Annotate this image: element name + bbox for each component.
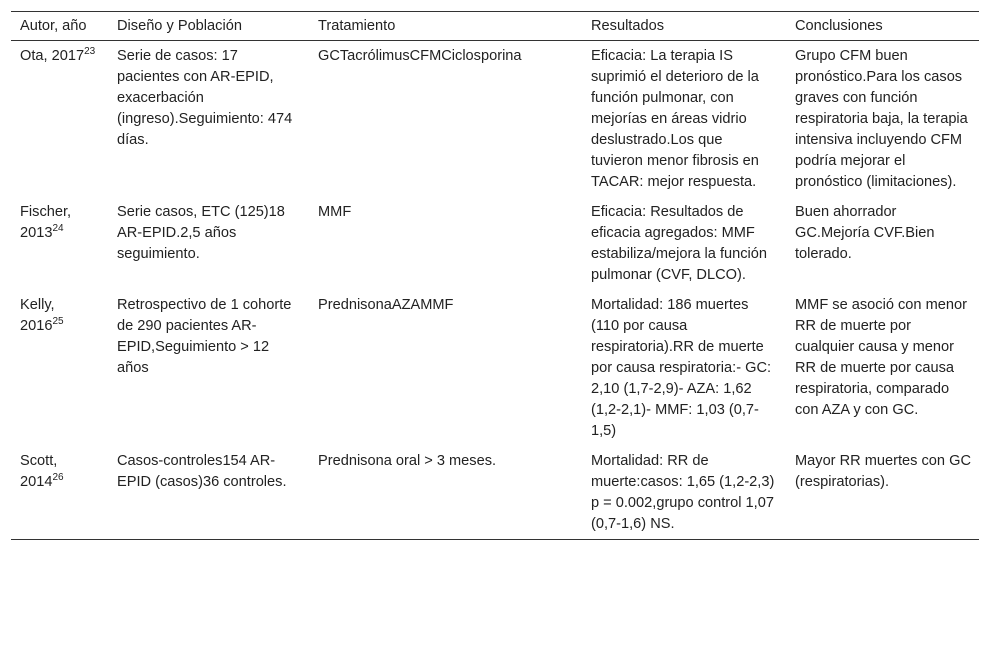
cell-design: Casos-controles154 AR-EPID (casos)36 controles. (117, 453, 287, 490)
author-name: Kelly, 2016 (20, 297, 55, 334)
header-conclusions: Conclusiones (795, 18, 883, 34)
evidence-table (11, 11, 979, 540)
reference-number: 26 (52, 472, 64, 484)
cell-results: Eficacia: Resultados de eficacia agregados: MMF estabiliza/mejora la función pulmonar (CVF, DLCO). (591, 204, 768, 283)
cell-treatment: MMF (318, 204, 352, 220)
author-name: Scott, 2014 (20, 453, 58, 490)
table-row (11, 41, 979, 198)
cell-conclusions: Grupo CFM buen pronóstico.Para los casos graves con función respiratoria baja, la terapia intensiva incluyendo CFM podría mejorar el pronóstico (limitaciones). (795, 48, 968, 190)
cell-design: Retrospectivo de 1 cohorte de 290 pacientes AR-EPID,Seguimiento > 12 años (117, 297, 292, 376)
cell-treatment: PrednisonaAZAMMF (318, 297, 454, 313)
cell-results: Mortalidad: 186 muertes (110 por causa respiratoria).RR de muerte por causa respiratoria:- GC: 2,10 (1,7-2,9)- AZA: 1,62 (1,2-2,1)- MMF: 1,03 (0,7-1,5) (591, 297, 772, 439)
author-name: Fischer, 2013 (20, 204, 72, 241)
cell-treatment: Prednisona oral > 3 meses. (318, 453, 497, 469)
cell-conclusions: MMF se asoció con menor RR de muerte por cualquier causa y menor RR de muerte por causa respiratoria, comparado con AZA y con GC. (795, 297, 967, 418)
cell-author (11, 41, 108, 198)
reference-number: 25 (52, 316, 64, 328)
cell-design: Serie de casos: 17 pacientes con AR-EPID, exacerbación (ingreso).Seguimiento: 474 días. (117, 48, 293, 148)
table-row (11, 446, 979, 540)
cell-results: Eficacia: La terapia IS suprimió el deterioro de la función pulmonar, con mejorías en áreas vidrio deslustrado.Los que tuvieron menor fibrosis en TACAR: mejor respuesta. (591, 48, 759, 190)
header-author: Autor, año (20, 18, 87, 34)
reference-number: 23 (84, 46, 96, 58)
reference-number: 24 (52, 223, 64, 235)
cell-results: Mortalidad: RR de muerte:casos: 1,65 (1,2-2,3) p = 0.002,grupo control 1,07 (0,7-1,6) NS. (591, 453, 775, 532)
cell-treatment: GCTacrólimusCFMCiclosporina (318, 48, 522, 64)
cell-conclusions: Mayor RR muertes con GC (respiratorias). (795, 453, 971, 490)
cell-author (11, 197, 108, 290)
header-results: Resultados (591, 18, 665, 34)
header-treatment: Tratamiento (318, 18, 396, 34)
cell-author (11, 290, 108, 446)
author-name: Ota, 2017 (20, 48, 85, 64)
table-header-row (11, 12, 979, 41)
table-row (11, 197, 979, 290)
table-row (11, 290, 979, 446)
cell-author (11, 446, 108, 540)
header-design: Diseño y Población (117, 18, 242, 34)
cell-design: Serie casos, ETC (125)18 AR-EPID.2,5 años seguimiento. (117, 204, 285, 262)
cell-conclusions: Buen ahorrador GC.Mejoría CVF.Bien tolerado. (795, 204, 935, 262)
